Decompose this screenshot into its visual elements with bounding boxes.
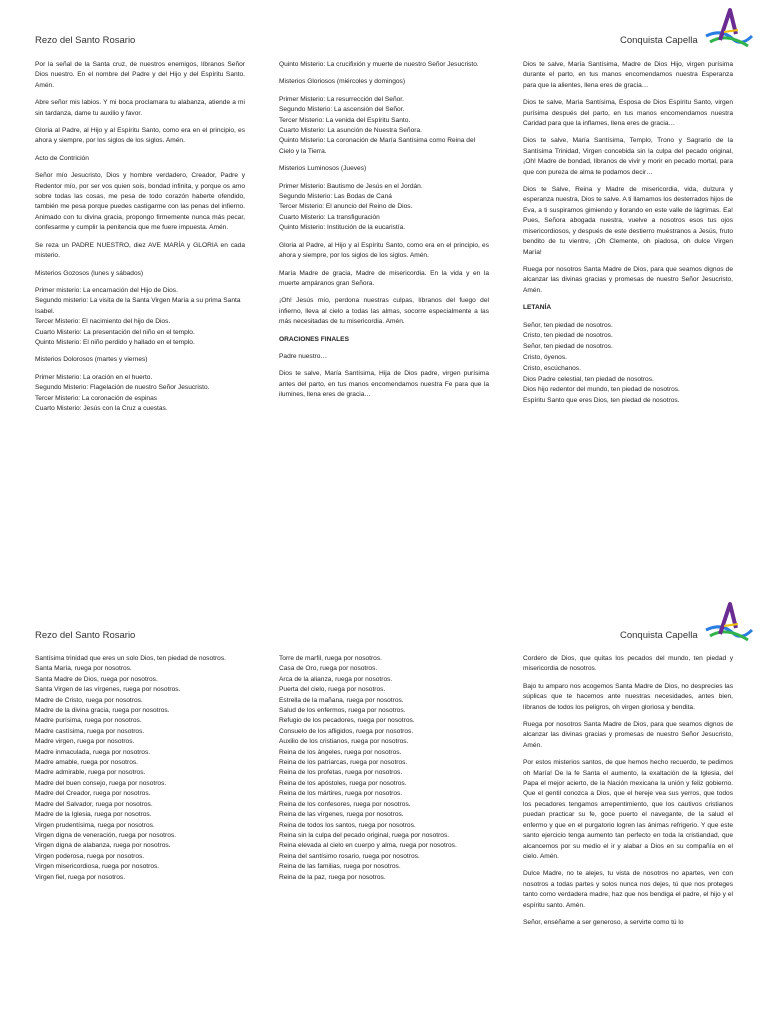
list-item: Reina de los ángeles, ruega por nosotros.	[279, 748, 402, 756]
list-item: Virgen digna de veneración, ruega por nosotros.	[35, 831, 177, 839]
section-heading: LETANÍA	[523, 304, 552, 312]
list-item: Reina del santísimo rosario, ruega por nosotros.	[279, 852, 420, 860]
header-title: Rezo del Santo Rosario	[35, 35, 136, 46]
list-item: Madre purísima, ruega por nosotros.	[35, 717, 142, 725]
page-1	[0, 0, 768, 500]
list-item: Santa Madre de Dios, ruega por nosotros.	[35, 675, 158, 683]
paragraph: Gloria al Padre, al Hijo y al Espíritu Santo, como era en el principio, es ahora y siempre, por los siglos de los siglos. Amén.	[35, 127, 245, 145]
list-item: Reina sin la culpa del pecado original, ruega por nosotros.	[279, 831, 450, 839]
paragraph: Señor mío Jesucristo, Dios y hombre verdadero, Creador, Padre y Redentor mío, por ser vos quien sois, bondad infinita, y porque os amo sobre todas las cosas, me pesa de todo corazón haberte ofendido, también me pesa porque puedes castigarme con las penas del infierno. Animado con tu divina gracia, propongo firmemente nunca más pecar, confesarme y cumplir la penitencia que me fuere impuesta. Amén.	[35, 172, 245, 232]
section-heading: Misterios Gloriosos (miércoles y domingos)	[279, 78, 406, 86]
list-item: Tercer Misterio: El nacimiento del hijo de Dios.	[35, 318, 171, 326]
list-item: Cristo, ten piedad de nosotros.	[523, 332, 613, 340]
list-item: Virgen misericordiosa, ruega por nosotros.	[35, 863, 160, 871]
list-item: Cuarto Misterio: La asunción de Nuestra Señora.	[279, 127, 422, 135]
list-item: Virgen fiel, ruega por nosotros.	[35, 873, 126, 881]
list-item: Dios Padre celestial, ten piedad de nosotros.	[523, 375, 654, 383]
header-brand: Conquista Capella	[620, 630, 698, 641]
list-item: Virgen prudentísima, ruega por nosotros.	[35, 821, 155, 829]
list-item: Santa Virgen de las vírgenes, ruega por nosotros.	[35, 686, 181, 694]
section-heading: Misterios Luminosos (Jueves)	[279, 165, 367, 173]
list-item: Quinto Misterio: La coronación de María Santísima como Reina del Cielo y la Tierra.	[279, 137, 476, 155]
paragraph: Dulce Madre, no te alejes, tu vista de nosotros no apartes, ven con nosotros a todas partes y solos nunca nos dejes, tú que nos proteges tanto como verdadera madre, haz que nos bendiga el padre, el hijo y el espíritu santo. Amén.	[523, 870, 733, 909]
list-item: Tercer Misterio: La coronación de espinas	[35, 394, 158, 402]
list-item: Tercer Misterio: El anuncio del Reino de Dios.	[279, 203, 413, 211]
list-item: Quinto Misterio: El niño perdido y hallado en el templo.	[35, 338, 195, 346]
list-item: Madre del buen consejo, ruega por nosotros.	[35, 779, 167, 787]
list-item: Reina de los mártires, ruega por nosotros.	[279, 790, 403, 798]
list-item: Primer Misterio: La resurrección del Señor.	[279, 95, 404, 103]
list-item: Salud de los enfermos, ruega por nosotros.	[279, 707, 406, 715]
paragraph: ¡Oh! Jesús mío, perdona nuestras culpas, líbranos del fuego del infierno, lleva al cielo a todas las almas, socorre especialmente a las más necesitadas de tu misericordia. Amén.	[279, 297, 489, 326]
list-item: Señor, ten piedad de nosotros.	[523, 321, 613, 329]
paragraph: Quinto Misterio: La crucifixión y muerte de nuestro Señor Jesucristo.	[279, 61, 479, 68]
list-item: Madre del Salvador, ruega por nosotros.	[35, 800, 153, 808]
mystery-list	[35, 286, 245, 348]
header-brand: Conquista Capella	[620, 35, 698, 46]
list-item: Madre inmaculada, ruega por nosotros.	[35, 748, 151, 756]
list-item: Arca de la alianza, ruega por nosotros.	[279, 675, 393, 683]
litany-list	[279, 654, 489, 883]
list-item: Madre admirable, ruega por nosotros.	[35, 769, 146, 777]
list-item: Santísima trinidad que eres un solo Dios, ten piedad de nosotros.	[35, 655, 226, 662]
list-item: Segundo Misterio: Las Bodas de Caná	[279, 193, 392, 201]
list-item: Cuarto Misterio: La presentación del niño en el templo.	[35, 328, 195, 336]
list-item: Madre de Cristo, ruega por nosotros.	[35, 696, 143, 704]
list-item: Espíritu Santo que eres Dios, ten piedad de nosotros.	[523, 397, 680, 405]
list-item: Reina de los profetas, ruega por nosotros.	[279, 769, 403, 777]
paragraph: Por estos misterios santos, de que hemos hecho recuerdo, te pedimos oh María! De la fe Santa el aumento, la exaltación de la Iglesia, del Papa el mejor acierto, de la Nación mexicana la unión y feliz gobierno. Que el gentil conozca a Dios, que el hereje vea sus yerros, que todos los pecadores tengamos arrepentimiento, que los cautivos cristianos puedan practicar su fe, goce puerto el navegante, de la salud el enfermo y que en el purgatorio logren las ánimas refrigerio. Y que este santo ejercicio tenga aumento tan perfecto en toda la cristiandad, que alcancemos por su medio el ir y alabar a Dios en su compañía en el cielo. Amén.	[523, 759, 733, 860]
litany-list	[523, 321, 733, 407]
paragraph: Dios te salve, María Santísima, Hija de Dios padre, virgen purísima antes del parto, en tus manos encomendamos nuestra Fe para que la ilumines, llena eres de gracia…	[279, 370, 489, 399]
list-item: Tercer Misterio: La venida del Espíritu Santo.	[279, 116, 411, 124]
list-item: Primer Misterio: Bautismo de Jesús en el Jordán.	[279, 182, 423, 190]
list-item: Reina de los confesores, ruega por nosotros.	[279, 800, 411, 808]
list-item: Cuarto Misterio: La transfiguración	[279, 213, 380, 221]
conquista-logo-icon	[702, 6, 754, 50]
list-item: Quinto Misterio: Institución de la eucaristía.	[279, 224, 406, 232]
header-title: Rezo del Santo Rosario	[35, 630, 136, 641]
list-item: Reina de los apóstoles, ruega por nosotros.	[279, 779, 407, 787]
column-3	[523, 60, 733, 407]
column-2	[279, 654, 489, 883]
paragraph: Por la señal de la Santa cruz, de nuestros enemigos, líbranos Señor Dios nuestro. En el nombre del Padre y del Hijo y del Espíritu Santo. Amén.	[35, 61, 245, 89]
column-3	[523, 654, 733, 935]
list-item: Reina de todos los santos, ruega por nosotros.	[279, 821, 416, 829]
list-item: Señor, ten piedad de nosotros.	[523, 343, 613, 351]
list-item: Reina de los patriarcas, ruega por nosotros.	[279, 759, 408, 767]
list-item: Primer Misterio: La oración en el huerto.	[35, 373, 153, 381]
column-2	[279, 60, 489, 408]
paragraph: Dios te salve, María Santísima, Madre de Dios Hijo, virgen purísima durante el parto, en tus manos encomendamos nuestra Esperanza para que la alientes, llena eres de gracia…	[523, 61, 733, 89]
paragraph: Dios te Salve, Reina y Madre de misericordia, vida, dulzura y esperanza nuestra, Dios te salve. A ti llamamos los desterrados hijos de Eva, a ti suspiramos gimiendo y llorando en este valle de lágrimas. Ea! Pues, Señora abogada nuestra, vuelve a nosotros esos tus ojos misericordiosos, y después de este destierro muéstranos a Jesús, fruto bendito de tu vientre, ¡Oh Clemente, oh piadosa, oh dulce Virgen María!	[523, 186, 734, 256]
list-item: Primer misterio: La encarnación del Hijo de Dios.	[35, 286, 178, 294]
list-item: Cristo, óyenos.	[523, 353, 567, 361]
list-item: Dios hijo redentor del mundo, ten piedad de nosotros.	[523, 386, 680, 394]
paragraph: Dios te salve, María Santísima, Templo, Trono y Sagrario de la Santísima Trinidad, Virgen concebida sin la culpa del pecado original, ¡Oh! Madre de bondad, líbranos de vivir y morir en pecado mortal, para que con pureza de alma te podamos decir…	[523, 137, 733, 176]
mystery-list	[35, 373, 245, 415]
list-item: Madre de la divina gracia, ruega por nosotros.	[35, 707, 170, 715]
list-item: Refugio de los pecadores, ruega por nosotros.	[279, 717, 415, 725]
list-item: Estrella de la mañana, ruega por nosotros.	[279, 696, 404, 704]
paragraph: Dios te salve, María Santísima, Esposa de Dios Espíritu Santo, virgen purísima después del parto, en tus manos encomendamos nuestra Caridad para que la inflames, llena eres de gracia…	[523, 99, 733, 128]
paragraph: Se reza un PADRE NUESTRO, diez AVE MARÍA y GLORIA en cada misterio.	[35, 241, 245, 260]
section-heading: ORACIONES FINALES	[279, 335, 349, 343]
paragraph: Cordero de Dios, que quitas los pecados del mundo, ten piedad y misericordia de nosotros.	[523, 655, 733, 673]
list-item: Madre amable, ruega por nosotros.	[35, 759, 138, 767]
list-item: Auxilio de los cristianos, ruega por nosotros.	[279, 738, 409, 746]
list-item: Reina elevada al cielo en cuerpo y alma, ruega por nosotros.	[279, 842, 457, 850]
list-item: Segundo misterio: La visita de la Santa Virgen María a su prima Santa Isabel.	[35, 297, 241, 315]
list-item: Madre del Creador, ruega por nosotros.	[35, 790, 151, 798]
list-item: Puerta del cielo, ruega por nosotros.	[279, 686, 386, 694]
paragraph: Bajo tu amparo nos acogemos Santa Madre de Dios, no desprecies las súplicas que te hacemos ante nuestras necesidades, antes bien, líbranos de todos los peligros, oh virgen gloriosa y bendita.	[523, 682, 733, 711]
paragraph: María Madre de gracia, Madre de misericordia. En la vida y en la muerte ampáranos gran Señora.	[279, 269, 489, 287]
list-item: Virgen poderosa, ruega por nosotros.	[35, 852, 145, 860]
list-item: Madre virgen, ruega por nosotros.	[35, 738, 135, 746]
list-item: Reina de las vírgenes, ruega por nosotros.	[279, 811, 404, 819]
conquista-logo-icon	[702, 600, 754, 644]
paragraph: Gloria al Padre, al Hijo y al Espíritu Santo, como era en el principio, es ahora y siempre, por los siglos de los siglos. Amén.	[279, 241, 489, 260]
section-heading: Acto de Contrición	[35, 154, 89, 162]
list-item: Segundo Misterio: Flagelación de nuestro Señor Jesucristo.	[35, 384, 210, 392]
list-item: Virgen digna de alabanza, ruega por nosotros.	[35, 842, 171, 850]
section-heading: Misterios Gozosos (lunes y sábados)	[35, 269, 144, 277]
list-item: Santa María, ruega por nosotros.	[35, 665, 132, 673]
paragraph: Abre señor mis labios. Y mi boca proclamara tu alabanza, atiende a mi sin tardanza, dame tu auxilio y favor.	[35, 99, 245, 117]
list-item: Madre castísima, ruega por nosotros.	[35, 727, 145, 735]
list-item: Segundo Misterio: La ascensión del Señor.	[279, 106, 405, 114]
litany-list	[35, 654, 245, 883]
column-1	[35, 60, 245, 421]
list-item: Cuarto Misterio: Jesús con la Cruz a cuestas.	[35, 404, 168, 412]
section-heading: Misterios Dolorosos (martes y viernes)	[35, 356, 148, 364]
mystery-list	[279, 95, 489, 157]
list-item: Casa de Oro, ruega por nosotros.	[279, 665, 378, 673]
list-item: Reina de la paz, ruega por nosotros.	[279, 873, 386, 881]
section-heading: Padre nuestro…	[279, 352, 328, 360]
column-1	[35, 654, 245, 883]
list-item: Consuelo de los afligidos, ruega por nosotros.	[279, 727, 414, 735]
page-2	[0, 596, 768, 1024]
list-item: Cristo, escúchanos.	[523, 364, 581, 372]
list-item: Reina de las familias, ruega por nosotros.	[279, 863, 401, 871]
list-item: Torre de marfil, ruega por nosotros.	[279, 655, 382, 662]
mystery-list	[279, 182, 489, 234]
list-item: Madre de la Iglesia, ruega por nosotros.	[35, 811, 152, 819]
paragraph: Ruega por nosotros Santa Madre de Dios, para que seamos dignos de alcanzar las divinas gracias y promesas de nuestro Señor Jesucristo, Amén.	[523, 721, 733, 749]
paragraph: Ruega por nosotros Santa Madre de Dios, para que seamos dignos de alcanzar las divinas gracias y promesas de nuestro Señor Jesucristo, Amén.	[523, 265, 733, 294]
paragraph: Señor, enséñame a ser generoso, a servirte como tú lo	[523, 918, 684, 926]
